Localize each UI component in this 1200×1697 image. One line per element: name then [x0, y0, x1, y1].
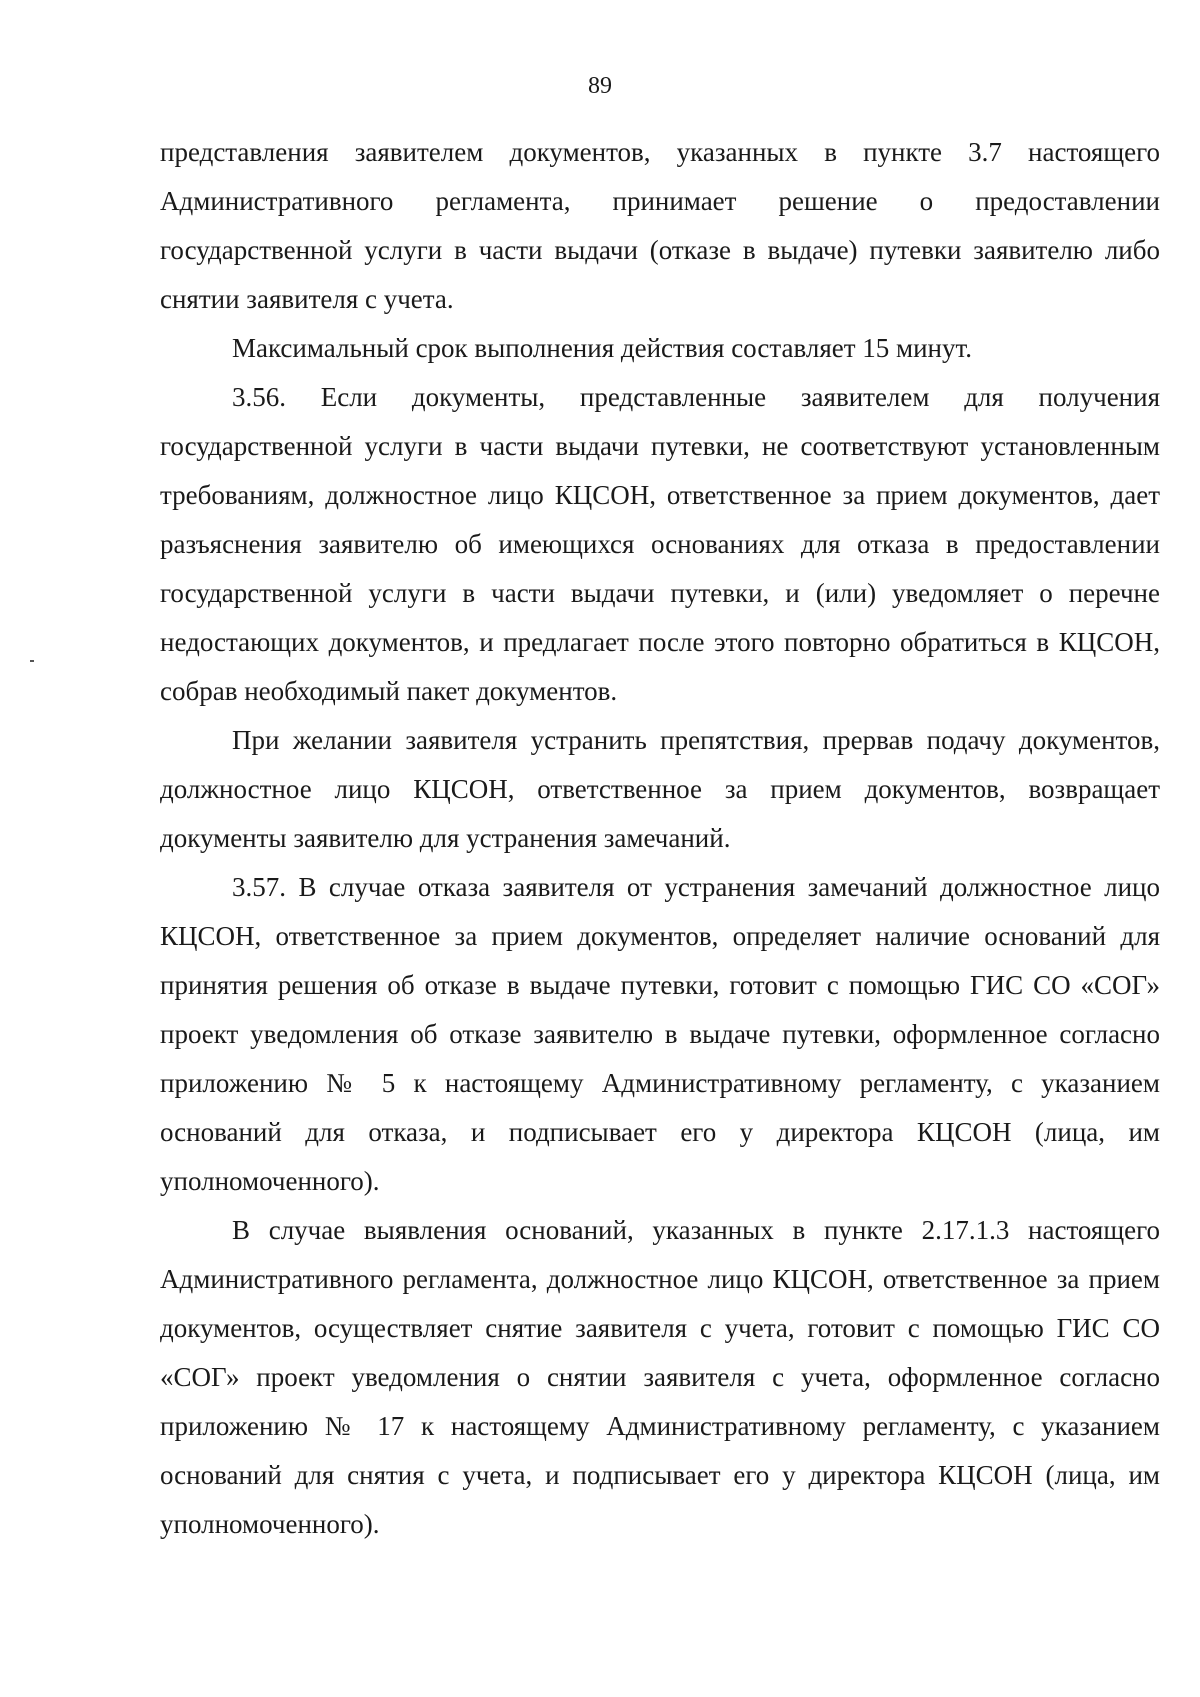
paragraph-max-time: Максимальный срок выполнения действия составляет 15 минут. — [232, 333, 973, 363]
paragraph-grounds-2-17-1-3: В случае выявления оснований, указанных в пункте 2.17.1.3 настоящего Административного регламента, должностное лицо КЦСОН, ответственное за прием документов, осуществляет снятие заявителя с учета, готовит с помощью ГИС СО «СОГ» проект уведомления о снятии заявителя с учета, оформленное согласно приложению № 17 к настоящему Административному регламенту, с указанием оснований для снятия с учета, и подписывает его у директора КЦСОН (лица, им уполномоченного). — [160, 1215, 1160, 1539]
paragraph-continuation: представления заявителем документов, указанных в пункте 3.7 настоящего Административного регламента, принимает решение о предоставлении государственной услуги в части выдачи (отказе в выдаче) путевки заявителю либо снятии заявителя с учета. — [160, 137, 1160, 314]
paragraph-applicant-wish: При желании заявителя устранить препятствия, прервав подачу документов, должностное лицо КЦСОН, ответственное за прием документов, возвращает документы заявителю для устранения замечаний. — [160, 725, 1160, 853]
paragraph-clause-3-56: 3.56. Если документы, представленные заявителем для получения государственной услуги в части выдачи путевки, не соответствуют установленным требованиям, должностное лицо КЦСОН, ответственное за прием документов, дает разъяснения заявителю об имеющихся основаниях для отказа в предоставлении государственной услуги в части выдачи путевки, и (или) уведомляет о перечне недостающих документов, и предлагает после этого повторно обратиться в КЦСОН, собрав необходимый пакет документов. — [160, 382, 1160, 706]
scan-artifact — [30, 660, 34, 662]
page-number: 89 — [588, 73, 612, 99]
paragraph-clause-3-57: 3.57. В случае отказа заявителя от устранения замечаний должностное лицо КЦСОН, ответственное за прием документов, определяет наличие оснований для принятия решения об отказе в выдаче путевки, готовит с помощью ГИС СО «СОГ» проект уведомления об отказе заявителю в выдаче путевки, оформленное согласно приложению № 5 к настоящему Административному регламенту, с указанием оснований для отказа, и подписывает его у директора КЦСОН (лица, им уполномоченного). — [160, 872, 1160, 1196]
document-body — [160, 128, 1160, 1549]
